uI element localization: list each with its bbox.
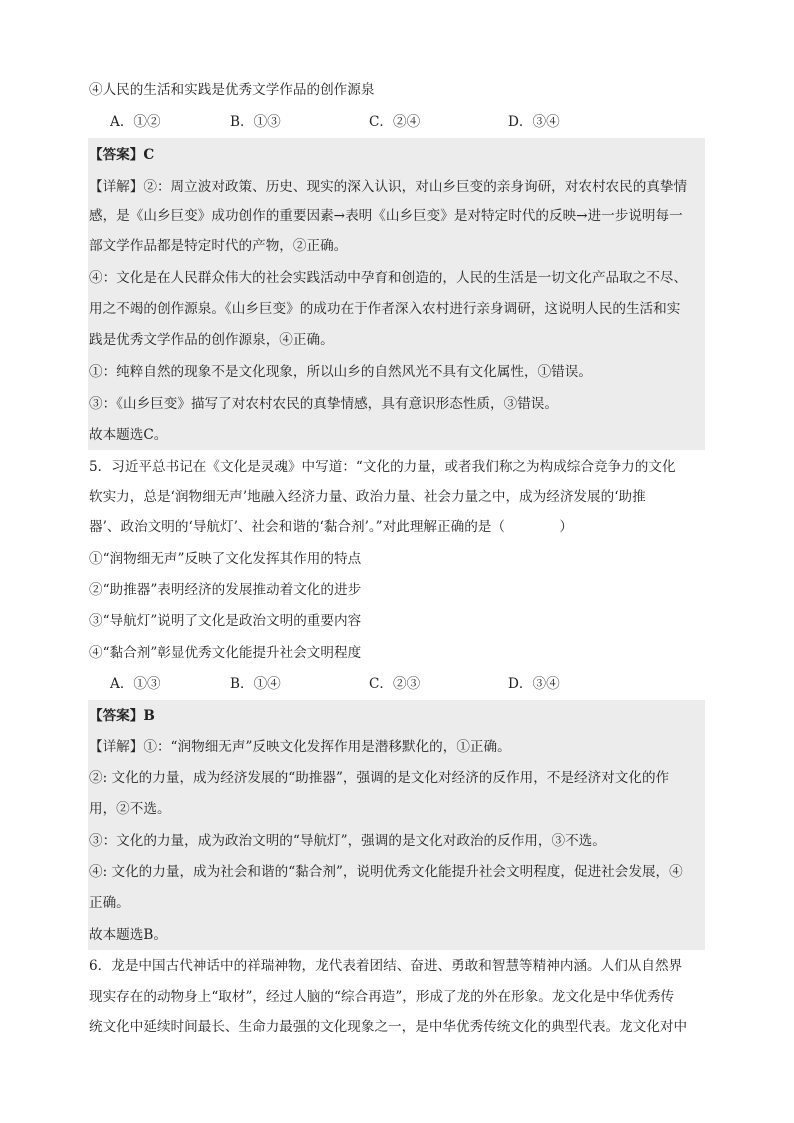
q4-detail-line: 感，是《山乡巨变》成功创作的重要因素→表明《山乡巨变》是对特定时代的反映→进一步说明每一 [89, 208, 683, 224]
q4-options [89, 107, 705, 138]
q5-item-3: ③“导航灯”说明了文化是政治文明的重要内容 [89, 613, 362, 629]
q4-detail-line: ①：纯粹自然的现象不是文化现象，所以山乡的自然风光不具有文化属性，①错误。 [89, 364, 592, 380]
q4-detail-line: ③：《山乡巨变》描写了对农村农民的真挚情感，具有意识形态性质，③错误。 [89, 396, 558, 412]
q4-conclusion: 故本题选C。 [89, 427, 168, 443]
q4-item-4: ④人民的生活和实践是优秀文学作品的创作源泉 [89, 82, 375, 98]
q4-detail-line: 部文学作品都是特定时代的产物，②正确。 [89, 238, 348, 254]
q4-detail-line: 【详解】②：周立波对政策、历史、现实的深入认识，对山乡巨变的亲身询研，对农村农民的真挚情 [89, 179, 688, 195]
q5-stem-line: 器’、政治文明的‘导航灯’、社会和谐的‘黏合剂’。”对此理解正确的是（ ） [89, 519, 573, 535]
q6-stem-line: 6．龙是中国古代神话中的祥瑞神物，龙代表着团结、奋进、勇敢和智慧等精神内涵。人们从自然界 [89, 958, 683, 974]
q5-detail-line: 正确。 [89, 895, 130, 911]
q6-stem-line: 统文化中延续时间最长、生命力最强的文化现象之一，是中华优秀传统文化的典型代表。龙文化对中 [89, 1019, 688, 1035]
q5-detail-line: 用，②不选。 [89, 801, 171, 817]
q5-detail-line: ④: 文化的力量，成为社会和谐的“黏合剂”，说明优秀文化能提升社会文明程度，促进社会发展，④ [89, 864, 683, 880]
q4-option-a: A．①② [110, 114, 161, 130]
q4-option-c: C．②④ [369, 114, 421, 130]
q5-item-1: ①“润物细无声”反映了文化发挥其作用的特点 [89, 551, 362, 567]
q5-conclusion: 故本题选B。 [89, 927, 167, 943]
q5-stem-line: 5．习近平总书记在《文化是灵魂》中写道：“文化的力量，或者我们称之为构成综合竞争力的文化 [89, 459, 676, 475]
q4-detail-line: 践是优秀文学作品的创作源泉，④正确。 [89, 332, 334, 348]
q5-item-2: ②“助推器”表明经济的发展推动着文化的进步 [89, 582, 362, 598]
q5-item-4: ④“黏合剂”彰显优秀文化能提升社会文明程度 [89, 645, 362, 661]
q6-stem-line: 现实存在的动物身上“取材”，经过人脑的“综合再造”，形成了龙的外在形象。龙文化是中华优秀传 [89, 989, 675, 1005]
q4-detail-line: 用之不竭的创作源泉。《山乡巨变》的成功在于作者深入农村进行亲身调研，这说明人民的生活和实 [89, 301, 681, 317]
q5-stem-line: 软实力，总是‘润物细无声’地融入经济力量、政治力量、社会力量之中，成为经济发展的‘助推 [89, 489, 646, 505]
q4-option-d: D．③④ [508, 114, 560, 130]
q5-detail-line: 【详解】①：“润物细无声”反映文化发挥作用是潜移默化的，①正确。 [89, 739, 511, 755]
q5-detail-line: ③：文化的力量，成为政治文明的“导航灯”，强调的是文化对政治的反作用，③不选。 [89, 833, 606, 849]
q5-answer: 【答案】B [89, 708, 155, 724]
q5-detail-line: ②: 文化的力量，成为经济发展的“助推器”，强调的是文化对经济的反作用，不是经济对文化的作 [89, 770, 670, 786]
q5-option-c: C．②③ [369, 676, 421, 692]
q5-options [89, 669, 705, 700]
q5-option-d: D．③④ [508, 676, 560, 692]
q4-answer: 【答案】C [89, 147, 155, 163]
q5-option-b: B．①④ [230, 676, 281, 692]
q4-detail-line: ④：文化是在人民群众伟大的社会实践活动中孕育和创造的，人民的生活是一切文化产品取之不尽、 [89, 270, 688, 286]
q4-option-b: B．①③ [230, 114, 281, 130]
q5-option-a: A．①③ [110, 676, 161, 692]
